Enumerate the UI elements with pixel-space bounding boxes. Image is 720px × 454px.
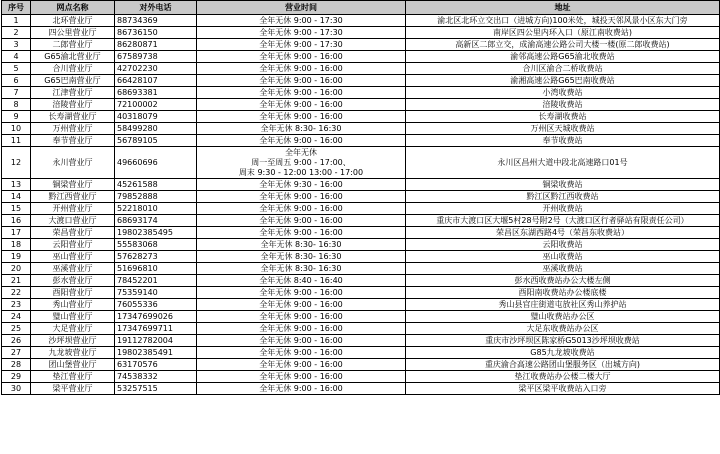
business-hours xyxy=(197,87,406,99)
business-hours-line: 全年无休 8:30- 16:30 xyxy=(260,264,342,273)
business-hours xyxy=(197,123,406,135)
table-row xyxy=(2,135,720,147)
row-seq: 16 xyxy=(2,215,31,227)
outlet-name: 秀山营业厅 xyxy=(31,299,115,311)
outlet-name: 合川营业厅 xyxy=(31,63,115,75)
business-hours xyxy=(197,359,406,371)
outlet-phone: 40318079 xyxy=(115,111,197,123)
business-hours xyxy=(197,191,406,203)
table-row xyxy=(2,215,720,227)
outlet-name: 垫江营业厅 xyxy=(31,371,115,383)
outlet-name: 团山堡营业厅 xyxy=(31,359,115,371)
table-row xyxy=(2,299,720,311)
business-hours-line: 全年无休 9:00 - 16:00 xyxy=(259,324,343,333)
business-hours-line: 全年无休 8:40 - 16:40 xyxy=(259,276,343,285)
business-hours-line: 全年无休 9:30 - 16:00 xyxy=(259,180,343,189)
business-hours xyxy=(197,203,406,215)
row-seq: 27 xyxy=(2,347,31,359)
business-hours xyxy=(197,63,406,75)
outlet-address: 奉节收费站 xyxy=(406,135,720,147)
header-business-hours: 营业时间 xyxy=(197,1,406,15)
service-outlet-table xyxy=(1,0,720,395)
business-hours xyxy=(197,287,406,299)
business-hours xyxy=(197,275,406,287)
table-body xyxy=(2,15,720,395)
outlet-phone: 17347699026 xyxy=(115,311,197,323)
row-seq: 18 xyxy=(2,239,31,251)
business-hours-line: 全年无休 9:00 - 16:00 xyxy=(259,192,343,201)
business-hours-line: 全年无休 9:00 - 16:00 xyxy=(259,204,343,213)
row-seq: 3 xyxy=(2,39,31,51)
outlet-name: 巫溪营业厅 xyxy=(31,263,115,275)
business-hours-line: 全年无休 9:00 - 16:00 xyxy=(259,384,343,393)
outlet-address: 巫溪收费站 xyxy=(406,263,720,275)
outlet-address: 秀山县官庄街道屯放社区秀山养护站 xyxy=(406,299,720,311)
outlet-address: 云阳收费站 xyxy=(406,239,720,251)
outlet-address: 小湾收费站 xyxy=(406,87,720,99)
outlet-phone: 19802385491 xyxy=(115,347,197,359)
business-hours-line: 全年无休 9:00 - 16:00 xyxy=(259,348,343,357)
business-hours-line: 全年无休 9:00 - 16:00 xyxy=(259,112,343,121)
outlet-name: G65巴南营业厅 xyxy=(31,75,115,87)
business-hours xyxy=(197,263,406,275)
outlet-phone: 17347699711 xyxy=(115,323,197,335)
outlet-address: 酉阳南收费站办公楼底楼 xyxy=(406,287,720,299)
header-address: 地址 xyxy=(406,1,720,15)
outlet-name: 大渡口营业厅 xyxy=(31,215,115,227)
row-seq: 9 xyxy=(2,111,31,123)
outlet-name: 黔江西营业厅 xyxy=(31,191,115,203)
business-hours xyxy=(197,299,406,311)
table-row xyxy=(2,27,720,39)
outlet-phone: 53257515 xyxy=(115,383,197,395)
outlet-phone: 79852888 xyxy=(115,191,197,203)
row-seq: 23 xyxy=(2,299,31,311)
outlet-address: 永川区昌州大道中段北高速路口01号 xyxy=(406,147,720,179)
outlet-name: 云阳营业厅 xyxy=(31,239,115,251)
table-row xyxy=(2,335,720,347)
business-hours-line: 全年无休 8:30- 16:30 xyxy=(260,124,342,133)
outlet-address: 长寿湖收费站 xyxy=(406,111,720,123)
business-hours xyxy=(197,215,406,227)
outlet-address: G85九龙坡收费站 xyxy=(406,347,720,359)
outlet-name: 长寿湖营业厅 xyxy=(31,111,115,123)
table-row xyxy=(2,323,720,335)
row-seq: 13 xyxy=(2,179,31,191)
outlet-phone: 19112782004 xyxy=(115,335,197,347)
row-seq: 17 xyxy=(2,227,31,239)
business-hours xyxy=(197,227,406,239)
business-hours-line: 全年无休 9:00 - 16:00 xyxy=(259,336,343,345)
outlet-name: 巫山营业厅 xyxy=(31,251,115,263)
outlet-address: 重庆市大渡口区大堰5村28号附2号（大渡口区行者驿站有限责任公司） xyxy=(406,215,720,227)
row-seq: 30 xyxy=(2,383,31,395)
business-hours xyxy=(197,51,406,63)
row-seq: 12 xyxy=(2,147,31,179)
header-phone: 对外电话 xyxy=(115,1,197,15)
outlet-name: 江津营业厅 xyxy=(31,87,115,99)
business-hours-line: 全年无休 9:00 - 16:00 xyxy=(259,312,343,321)
business-hours xyxy=(197,15,406,27)
table-row xyxy=(2,179,720,191)
table-row xyxy=(2,15,720,27)
outlet-phone: 72100002 xyxy=(115,99,197,111)
business-hours xyxy=(197,99,406,111)
outlet-address: 渝邻高速公路G65渝北收费站 xyxy=(406,51,720,63)
table-row xyxy=(2,203,720,215)
outlet-phone: 58499280 xyxy=(115,123,197,135)
outlet-phone: 57628273 xyxy=(115,251,197,263)
outlet-phone: 42702230 xyxy=(115,63,197,75)
outlet-name: 奉节营业厅 xyxy=(31,135,115,147)
row-seq: 1 xyxy=(2,15,31,27)
row-seq: 5 xyxy=(2,63,31,75)
table-row xyxy=(2,383,720,395)
row-seq: 8 xyxy=(2,99,31,111)
outlet-address: 彭水西收费站办公大楼左侧 xyxy=(406,275,720,287)
outlet-name: 涪陵营业厅 xyxy=(31,99,115,111)
table-row xyxy=(2,359,720,371)
row-seq: 29 xyxy=(2,371,31,383)
outlet-phone: 19802385495 xyxy=(115,227,197,239)
outlet-address: 大足东收费站办公区 xyxy=(406,323,720,335)
business-hours-line: 全年无休 9:00 - 16:00 xyxy=(259,360,343,369)
outlet-address: 高新区二郎立交，成渝高速公路公司大楼一楼(原二郎收费站) xyxy=(406,39,720,51)
outlet-address: 垫江收费站办公楼二楼大厅 xyxy=(406,371,720,383)
business-hours xyxy=(197,251,406,263)
outlet-name: G65渝北营业厅 xyxy=(31,51,115,63)
business-hours-line: 全年无休 9:00 - 16:00 xyxy=(259,100,343,109)
outlet-phone: 88734369 xyxy=(115,15,197,27)
row-seq: 10 xyxy=(2,123,31,135)
outlet-address: 万州区天城收费站 xyxy=(406,123,720,135)
business-hours-line: 全年无休 9:00 - 16:00 xyxy=(259,76,343,85)
outlet-name: 永川营业厅 xyxy=(31,147,115,179)
outlet-name: 二郎营业厅 xyxy=(31,39,115,51)
business-hours xyxy=(197,383,406,395)
business-hours-line: 全年无休 9:00 - 16:00 xyxy=(259,288,343,297)
outlet-address: 璧山收费站办公区 xyxy=(406,311,720,323)
outlet-phone: 45261588 xyxy=(115,179,197,191)
row-seq: 15 xyxy=(2,203,31,215)
outlet-phone: 51696810 xyxy=(115,263,197,275)
table-row xyxy=(2,51,720,63)
row-seq: 28 xyxy=(2,359,31,371)
outlet-address: 铜梁收费站 xyxy=(406,179,720,191)
outlet-name: 彭水营业厅 xyxy=(31,275,115,287)
business-hours xyxy=(197,347,406,359)
business-hours-line: 全年无休 9:00 - 16:00 xyxy=(259,64,343,73)
business-hours xyxy=(197,335,406,347)
outlet-address: 合川区渝合二桥收费站 xyxy=(406,63,720,75)
business-hours-line: 全年无休 9:00 - 16:00 xyxy=(259,88,343,97)
outlet-address: 重庆渝合高速公路团山堡服务区（出城方向) xyxy=(406,359,720,371)
table-row xyxy=(2,275,720,287)
outlet-name: 璧山营业厅 xyxy=(31,311,115,323)
table-row xyxy=(2,347,720,359)
business-hours xyxy=(197,135,406,147)
row-seq: 4 xyxy=(2,51,31,63)
outlet-address: 重庆市沙坪坝区陈家桥G5013沙坪坝收费站 xyxy=(406,335,720,347)
table-row xyxy=(2,191,720,203)
business-hours-line: 全年无休 9:00 - 17:30 xyxy=(259,28,343,37)
outlet-name: 梁平营业厅 xyxy=(31,383,115,395)
outlet-name: 万州营业厅 xyxy=(31,123,115,135)
outlet-name: 九龙坡营业厅 xyxy=(31,347,115,359)
table-row xyxy=(2,263,720,275)
table-row xyxy=(2,99,720,111)
outlet-phone: 78452201 xyxy=(115,275,197,287)
table-row xyxy=(2,311,720,323)
outlet-name: 荣昌营业厅 xyxy=(31,227,115,239)
outlet-phone: 68693174 xyxy=(115,215,197,227)
table-header-row xyxy=(2,1,720,15)
business-hours xyxy=(197,27,406,39)
row-seq: 25 xyxy=(2,323,31,335)
business-hours-line: 全年无休 9:00 - 16:00 xyxy=(259,136,343,145)
table-row xyxy=(2,87,720,99)
outlet-address: 巫山收费站 xyxy=(406,251,720,263)
outlet-address: 涪陵收费站 xyxy=(406,99,720,111)
business-hours xyxy=(197,39,406,51)
business-hours-line: 全年无休 9:00 - 17:30 xyxy=(259,16,343,25)
row-seq: 6 xyxy=(2,75,31,87)
business-hours-line: 全年无休 9:00 - 17:30 xyxy=(259,40,343,49)
business-hours xyxy=(197,323,406,335)
outlet-address: 南岸区四公里内环入口（原江南收费站) xyxy=(406,27,720,39)
business-hours xyxy=(197,371,406,383)
row-seq: 22 xyxy=(2,287,31,299)
outlet-address: 渝湘高速公路G65巴南收费站 xyxy=(406,75,720,87)
table-row xyxy=(2,75,720,87)
business-hours-line: 全年无休 8:30- 16:30 xyxy=(260,240,342,249)
row-seq: 20 xyxy=(2,263,31,275)
row-seq: 14 xyxy=(2,191,31,203)
business-hours-line: 全年无休 9:00 - 16:00 xyxy=(259,228,343,237)
business-hours-line: 全年无休 9:00 - 16:00 xyxy=(259,216,343,225)
table-row xyxy=(2,371,720,383)
outlet-address: 黔江区黔江西收费站 xyxy=(406,191,720,203)
table-row xyxy=(2,227,720,239)
table-row xyxy=(2,123,720,135)
row-seq: 11 xyxy=(2,135,31,147)
business-hours-line: 全年无休 9:00 - 16:00 xyxy=(259,52,343,61)
business-hours xyxy=(197,147,406,179)
business-hours xyxy=(197,111,406,123)
business-hours xyxy=(197,179,406,191)
outlet-phone: 68693381 xyxy=(115,87,197,99)
business-hours xyxy=(197,75,406,87)
business-hours-line: 全年无休 8:30- 16:30 xyxy=(260,252,342,261)
outlet-phone: 55583068 xyxy=(115,239,197,251)
business-hours xyxy=(197,239,406,251)
row-seq: 7 xyxy=(2,87,31,99)
outlet-name: 大足营业厅 xyxy=(31,323,115,335)
row-seq: 2 xyxy=(2,27,31,39)
outlet-phone: 67589738 xyxy=(115,51,197,63)
outlet-address: 荣昌区东湖西路4号（荣昌东收费站） xyxy=(406,227,720,239)
table-row xyxy=(2,63,720,75)
table-row xyxy=(2,39,720,51)
table-row xyxy=(2,147,720,179)
outlet-phone: 76055336 xyxy=(115,299,197,311)
outlet-phone: 86280871 xyxy=(115,39,197,51)
business-hours-line: 全年无休 xyxy=(285,147,317,157)
outlet-name: 四公里营业厅 xyxy=(31,27,115,39)
outlet-phone: 74538332 xyxy=(115,371,197,383)
business-hours-line: 全年无休 9:00 - 16:00 xyxy=(259,372,343,381)
outlet-name: 铜梁营业厅 xyxy=(31,179,115,191)
outlet-phone: 75359140 xyxy=(115,287,197,299)
outlet-name: 酉阳营业厅 xyxy=(31,287,115,299)
outlet-name: 开州营业厅 xyxy=(31,203,115,215)
outlet-address: 渝北区北环立交出口（进城方向)100米处，城投天邻风景小区东大门旁 xyxy=(406,15,720,27)
outlet-phone: 86736150 xyxy=(115,27,197,39)
header-outlet-name: 网点名称 xyxy=(31,1,115,15)
business-hours-line: 周一至周五 9:00 - 17:00、 xyxy=(251,157,351,167)
outlet-phone: 56789105 xyxy=(115,135,197,147)
table-row xyxy=(2,239,720,251)
outlet-name: 北环营业厅 xyxy=(31,15,115,27)
business-hours-line: 周末 9:30 - 12:00 13:00 - 17:00 xyxy=(238,167,364,177)
outlet-phone: 66428107 xyxy=(115,75,197,87)
outlet-phone: 63170576 xyxy=(115,359,197,371)
outlet-phone: 52218010 xyxy=(115,203,197,215)
row-seq: 21 xyxy=(2,275,31,287)
outlet-phone: 49660696 xyxy=(115,147,197,179)
outlet-address: 开州收费站 xyxy=(406,203,720,215)
header-seq: 序号 xyxy=(2,1,31,15)
business-hours-line: 全年无休 9:00 - 16:00 xyxy=(259,300,343,309)
outlet-name: 沙坪坝营业厅 xyxy=(31,335,115,347)
business-hours xyxy=(197,311,406,323)
row-seq: 19 xyxy=(2,251,31,263)
table-row xyxy=(2,111,720,123)
table-row xyxy=(2,287,720,299)
row-seq: 26 xyxy=(2,335,31,347)
row-seq: 24 xyxy=(2,311,31,323)
outlet-address: 梁平区梁平收费站入口旁 xyxy=(406,383,720,395)
table-row xyxy=(2,251,720,263)
